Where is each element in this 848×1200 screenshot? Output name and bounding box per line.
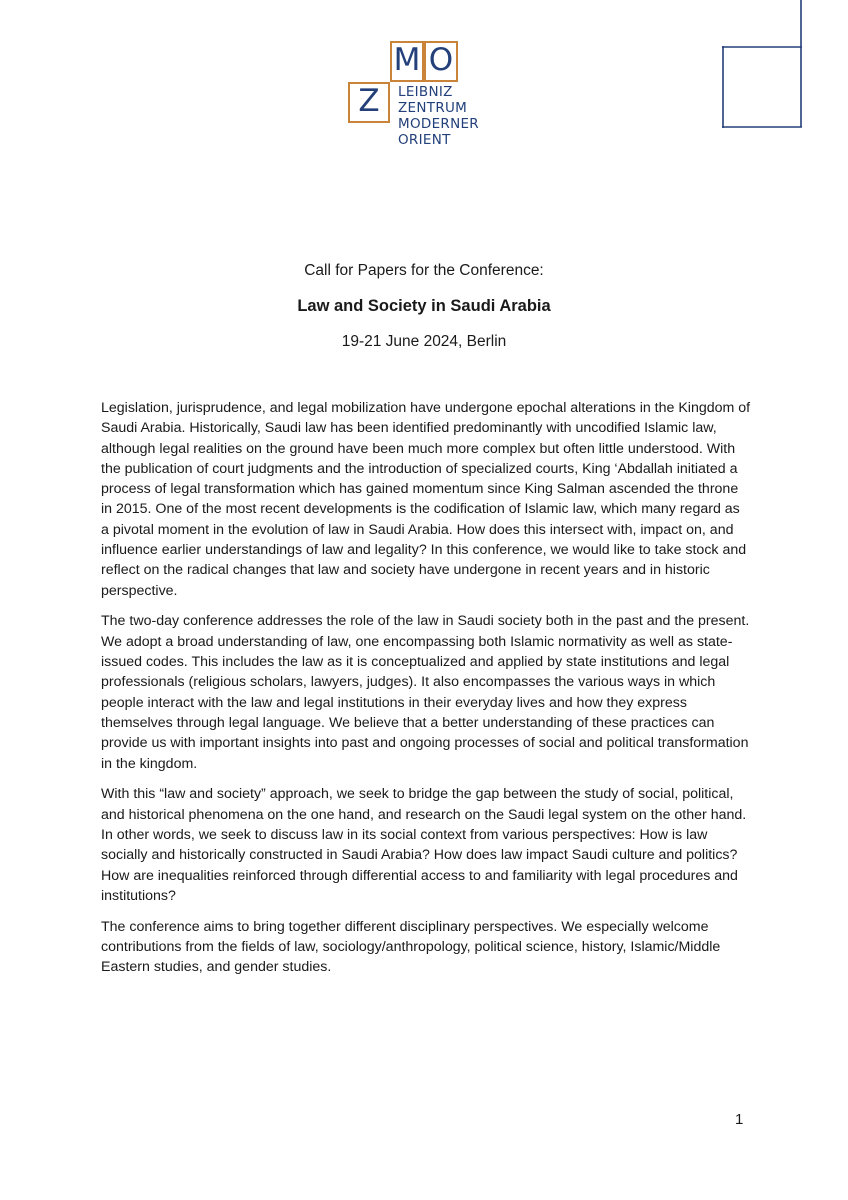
logo-letter-z: Z [358, 83, 380, 119]
body-text [101, 398, 751, 988]
paragraph: Legislation, jurisprudence, and legal mobilization have undergone epochal alterations in the Kingdom of Saudi Arabia. Historically, Saudi law has been identified predominantly with uncodified Islamic law, although legal realities on the ground have been much more complex but often little understood. With the publication of court judgments and the introduction of specialized courts, King ‘Abdallah initiated a process of legal transformation which has gained momentum since King Salman ascended the throne in 2015. One of the most recent developments is the codification of Islamic law, which many regard as a pivotal moment in the evolution of law in Saudi Arabia. How does this intersect with, impact on, and influence earlier understandings of law and legality? In this conference, we would like to take stock and reflect on the radical changes that law and society have undergone in recent years and in historic perspective. [101, 400, 751, 599]
conference-title: Law and Society in Saudi Arabia [297, 297, 551, 315]
logo-wordmark-line: ORIENT [398, 132, 451, 148]
paragraph: The two-day conference addresses the role of the law in Saudi society both in the past and the present. We adopt a broad understanding of law, one encompassing both Islamic normativity as well as state-issued codes. This includes the law as it is conceptualized and applied by state institutions and legal professionals (religious scholars, lawyers, judges). It also encompasses the various ways in which people interact with the law and legal institutions in their everyday lives and how they express themselves through legal language. We believe that a better understanding of these practices can provide us with important insights into past and ongoing processes of social and political transformation in the kingdom. [101, 613, 750, 772]
logo-letter-m: M [393, 42, 421, 78]
logo-wordmark-line: MODERNER [398, 116, 479, 132]
corner-frame-decoration [722, 0, 803, 128]
paragraph: With this “law and society” approach, we seek to bridge the gap between the study of social, political, and historical phenomena on the one hand, and research on the Saudi legal system on the other hand. In other words, we seek to discuss law in its social context from various perspectives: How is law socially and historically constructed in Saudi Arabia? How does law impact Saudi culture and politics? How are inequalities reinforced through differential access to and familiarity with legal procedures and institutions? [101, 786, 747, 904]
logo-wordmark-line: LEIBNIZ [398, 84, 453, 100]
logo-wordmark [398, 84, 479, 148]
logo-wordmark-line: ZENTRUM [398, 100, 468, 116]
paragraph: The conference aims to bring together different disciplinary perspectives. We especially welcome contributions from the fields of law, sociology/anthropology, political science, history, Islamic/Middle Eastern studies, and gender studies. [101, 918, 721, 976]
zmo-logo [348, 41, 488, 151]
call-for-papers-line: Call for Papers for the Conference: [304, 262, 544, 279]
logo-letter-o: O [428, 42, 454, 78]
page-number: 1 [735, 1111, 744, 1128]
conference-date-place: 19-21 June 2024, Berlin [341, 333, 507, 350]
